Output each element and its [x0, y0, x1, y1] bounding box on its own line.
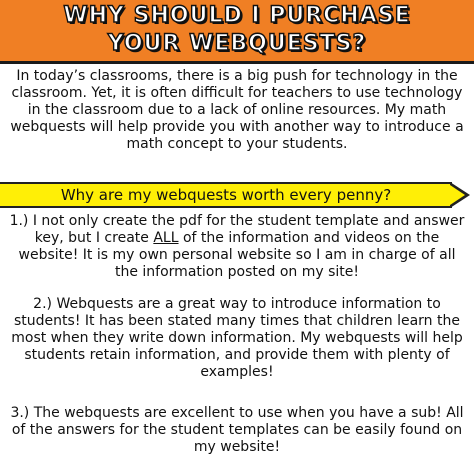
- title-line-1: WHY SHOULD I PURCHASE: [63, 3, 411, 28]
- point-1-text-end: of the information and videos on the website! It is my own personal website so I am in charge of all the information posted on my site!: [18, 230, 456, 280]
- title-line-2: YOUR WEBQUESTS?: [107, 31, 367, 56]
- point-3: 3.) The webquests are excellent to use when you have a sub! All of the answers for the student templates can be easily found on my website!: [10, 405, 464, 455]
- title-banner: [0, 0, 474, 64]
- point-1-text: 1.) I not only create the pdf for the student template and answer key, but I create: [9, 213, 465, 246]
- intro-paragraph: In today’s classrooms, there is a big push for technology in the classroom. Yet, it is often difficult for teachers to use technology in the classroom due to a lack of online resources. My math webquests will help provide you with another way to introduce a math concept to your students.: [10, 68, 464, 152]
- point-1: [8, 213, 466, 281]
- arrow-icon-fill: [450, 185, 465, 205]
- callout-banner: [0, 182, 474, 208]
- point-1-emphasis: ALL: [153, 230, 179, 246]
- callout-text: Why are my webquests worth every penny?: [60, 186, 392, 204]
- point-2: 2.) Webquests are a great way to introduce information to students! It has been stated many times that children learn the most when they write down information. My webquests will help students retain information, and provide them with plenty of examples!: [11, 296, 463, 380]
